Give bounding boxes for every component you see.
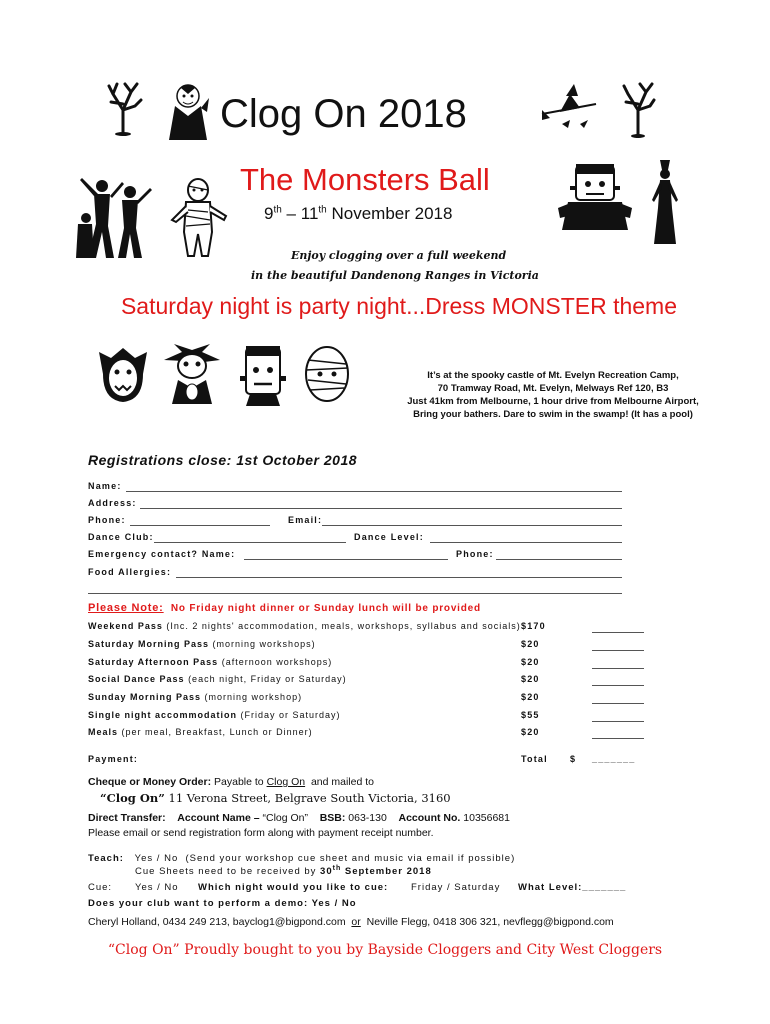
frankenstein-face-icon [238,344,288,406]
pass-description: (per meal, Breakfast, Lunch or Dinner) [121,727,313,737]
payment-label: Payment: [88,754,139,764]
teach-row: Teach: Yes / No (Send your workshop cue sheet and music via email if possible) [88,853,516,864]
pass-item-label [88,639,316,649]
cue-level[interactable]: What Level:_______ [518,882,627,893]
cue-night-question: Which night would you like to cue: [198,882,389,893]
pass-description: (Friday or Saturday) [240,710,341,720]
zombies-silhouette-icon [72,172,156,262]
bride-silhouette-icon [650,160,680,244]
pass-quantity-field[interactable] [592,685,644,686]
frankenstein-icon [556,160,634,230]
event-dates: 9th – 11th November 2018 [264,204,453,223]
phone-label: Phone: [88,515,126,525]
werewolf-face-icon [95,344,151,404]
food-allergies-label: Food Allergies: [88,567,172,577]
dracula-icon [165,78,211,140]
pass-description: (each night, Friday or Saturday) [188,674,347,684]
emergency-phone-label: Phone: [456,549,494,559]
name-label: Name: [88,481,122,491]
name-field[interactable] [126,491,622,492]
cue-label: Cue: [88,882,113,893]
pass-quantity-field[interactable] [592,632,644,633]
event-subtitle: The Monsters Ball [240,162,490,197]
pass-price: $20 [521,674,540,684]
emergency-contact-field[interactable] [244,559,448,560]
spooky-tree-icon-left [105,80,143,136]
registrations-close: Registrations close: 1st October 2018 [88,452,358,468]
total-field[interactable]: _______ [592,754,636,764]
food-allergies-field[interactable] [176,577,622,578]
pass-price: $20 [521,657,540,667]
pass-quantity-field[interactable] [592,738,644,739]
pass-quantity-field[interactable] [592,703,644,704]
pass-description: (morning workshops) [212,639,316,649]
total-currency: $ [570,754,577,764]
pass-description: (morning workshop) [204,692,303,702]
pass-price: $20 [521,727,540,737]
please-note: Please Note: No Friday night dinner or Sunday lunch will be provided [88,602,481,614]
pass-quantity-field[interactable] [592,668,644,669]
demo-question: Does your club want to perform a demo: Yes / No [88,898,357,909]
footer-credit: “Clog On” Proudly bought to you by Bayside Cloggers and City West Cloggers [107,942,663,958]
transfer-instructions: Please email or send registration form along with payment receipt number. [88,827,434,839]
pass-item-label [88,657,332,667]
food-allergies-field-2[interactable] [88,593,622,594]
tagline-line-1: Enjoy clogging over a full weekend [291,249,507,262]
mummy-icon [168,176,228,258]
tagline-line-2: in the beautiful Dandenong Ranges in Victoria [251,269,539,282]
pass-item-label [88,692,302,702]
dance-club-field[interactable] [154,542,346,543]
pass-name: Meals [88,727,119,737]
address-field[interactable] [140,508,622,509]
email-label: Email: [288,515,323,525]
venue-info: It’s at the spooky castle of Mt. Evelyn Recreation Camp, 70 Tramway Road, Mt. Evelyn, Melways Ref 120, B3 Just 41km from Melbourne, 1 hour drive from Melbourne Airport, Bring your bathers. Dare to swim in the swamp! (It has a pool) [407,370,699,420]
direct-transfer-info: Direct Transfer: Account Name – “Clog On” BSB: 063-130 Account No. 10356681 [88,812,510,824]
emergency-phone-field[interactable] [496,559,622,560]
spooky-tree-icon-right [622,82,656,138]
pass-price: $20 [521,692,540,702]
pass-item-label [88,621,521,631]
total-label: Total [521,754,548,764]
dance-club-label: Dance Club: [88,532,154,542]
party-theme: Saturday night is party night...Dress MONSTER theme [120,293,678,319]
vampire-face-icon [162,340,222,404]
mailing-address: “Clog On” 11 Verona Street, Belgrave South Victoria, 3160 [100,791,451,805]
pass-price: $170 [521,621,546,631]
pass-quantity-field[interactable] [592,650,644,651]
pass-description: (afternoon workshops) [221,657,333,667]
contacts: Cheryl Holland, 0434 249 213, bayclog1@bigpond.com or Neville Flegg, 0418 306 321, nevflegg@bigpond.com [88,916,614,928]
pass-name: Single night accommodation [88,710,238,720]
mummy-face-icon [302,344,352,404]
pass-name: Sunday Morning Pass [88,692,202,702]
dance-level-label: Dance Level: [354,532,424,542]
page-title: Clog On 2018 [220,92,467,136]
pass-name: Saturday Morning Pass [88,639,210,649]
pass-item-label [88,727,313,737]
witch-on-broom-icon [540,84,598,132]
pass-description: (Inc. 2 nights' accommodation, meals, workshops, syllabus and socials) [166,621,521,631]
cue-night-options[interactable]: Friday / Saturday [411,882,501,893]
dance-level-field[interactable] [430,542,622,543]
pass-name: Weekend Pass [88,621,163,631]
pass-price: $55 [521,710,540,720]
cue-options[interactable]: Yes / No [135,882,179,893]
pass-item-label [88,710,341,720]
cue-sheet-deadline: Cue Sheets need to be received by 30th September 2018 [135,865,432,878]
pass-price: $20 [521,639,540,649]
pass-item-label [88,674,347,684]
address-label: Address: [88,498,137,508]
pass-name: Saturday Afternoon Pass [88,657,219,667]
cheque-info: Cheque or Money Order: Payable to Clog On and mailed to [88,776,374,788]
email-field[interactable] [322,525,622,526]
phone-field[interactable] [130,525,270,526]
pass-quantity-field[interactable] [592,721,644,722]
emergency-contact-label: Emergency contact? Name: [88,549,236,559]
pass-name: Social Dance Pass [88,674,185,684]
